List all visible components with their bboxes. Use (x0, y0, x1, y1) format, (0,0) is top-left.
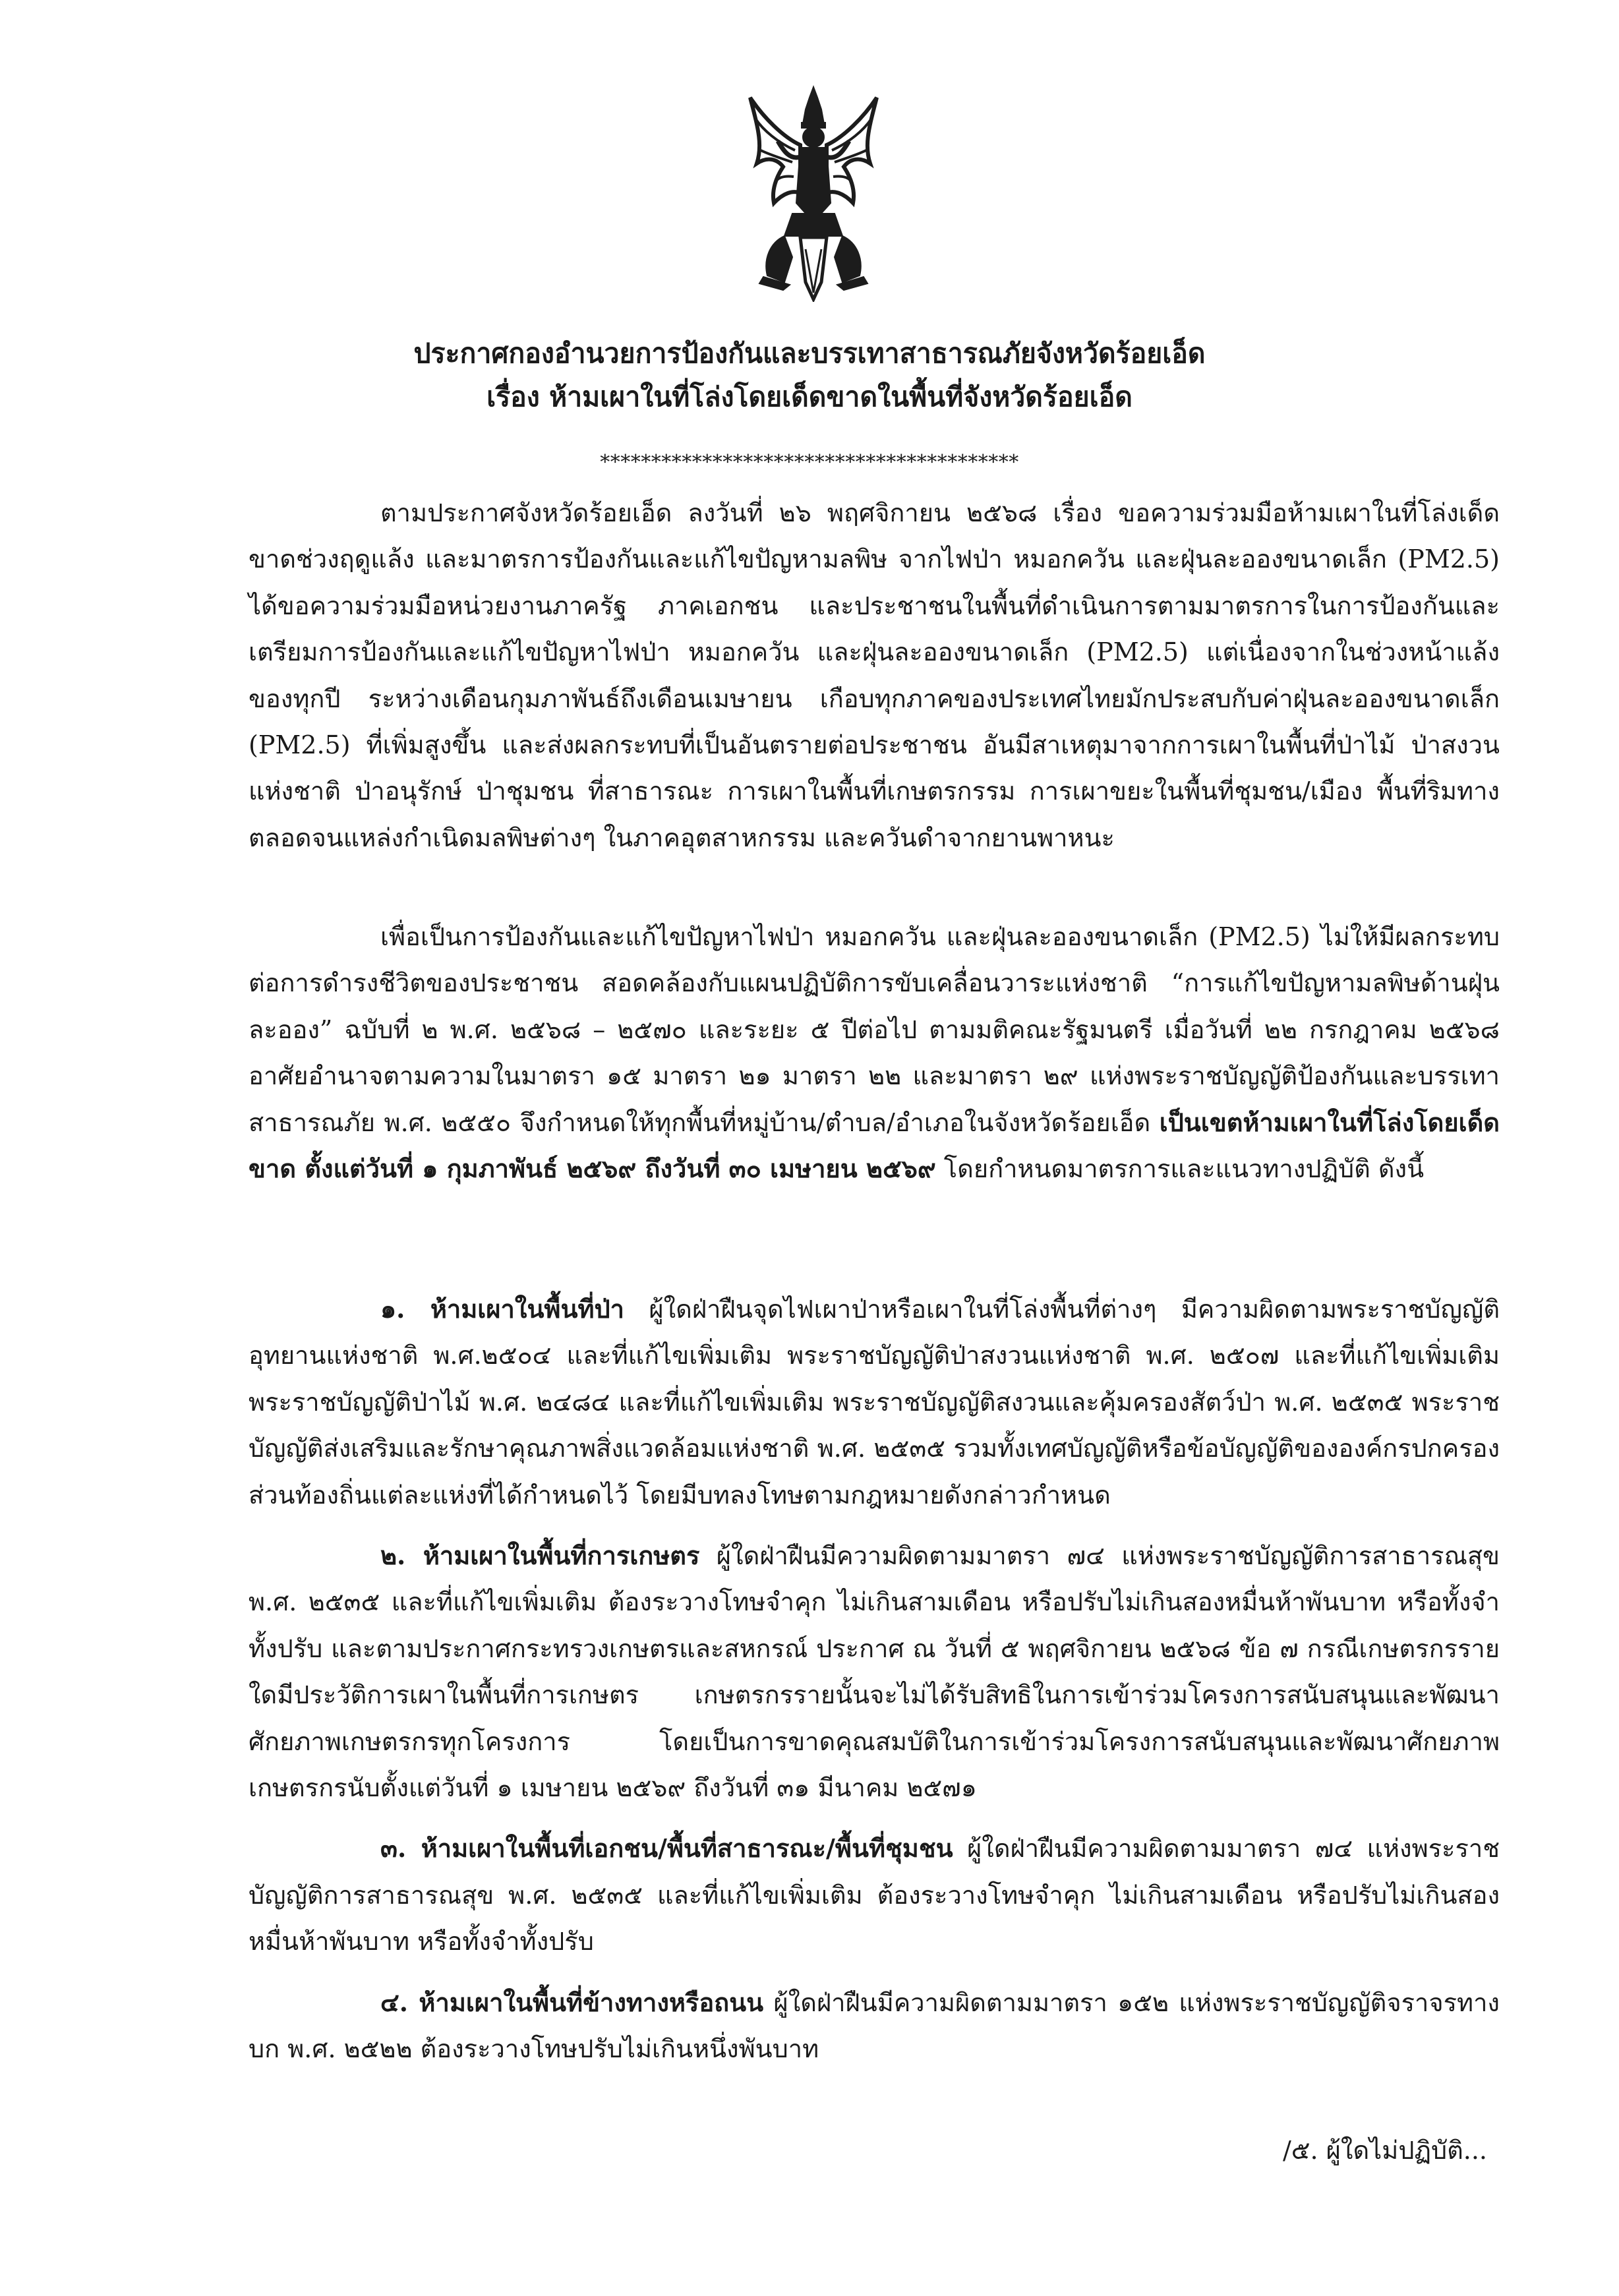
list-item-text: ผู้ใดฝ่าฝืนจุดไฟเผาป่าหรือเผาในที่โล่งพื้นที่ต่างๆ มีความผิดตามพระราชบัญญัติอุทยานแห่งชาติ พ.ศ.๒๕๐๔ และที่แก้ไขเพิ่มเติม พระราชบัญญัติป่าสงวนแห่งชาติ พ.ศ. ๒๕๐๗ และที่แก้ไขเพิ่มเติม พระราชบัญญัติป่าไม้ พ.ศ. ๒๔๘๔ และที่แก้ไขเพิ่มเติม พระราชบัญญัติสงวนและคุ้มครองสัตว์ป่า พ.ศ. ๒๕๓๕ พระราชบัญญัติส่งเสริมและรักษาคุณภาพสิ่งแวดล้อมแห่งชาติ พ.ศ. ๒๕๓๕ รวมทั้งเทศบัญญัติหรือข้อบัญญัติขององค์กรปกครองส่วนท้องถิ่นแต่ละแห่งที่ได้กำหนดไว้ โดยมีบทลงโทษตามกฎหมายดังกล่าวกำหนด (249, 1295, 1500, 1510)
paragraph-background (249, 490, 1500, 861)
list-item-heading: ๓. ห้ามเผาในพื้นที่เอกชน/พื้นที่สาธารณะ/พื้นที่ชุมชน (380, 1833, 953, 1864)
paragraph-2 (249, 914, 1500, 1192)
list-item (249, 1980, 1500, 2073)
list-item-heading: ๑. ห้ามเผาในพื้นที่ป่า (380, 1294, 624, 1324)
title-separator: ***************************************** (600, 451, 1019, 474)
list-item-text: ผู้ใดฝ่าฝืนมีความผิดตามมาตรา ๑๕๒ แห่งพระราชบัญญัติจราจรทางบก พ.ศ. ๒๕๒๒ ต้องระวางโทษปรับไม่เกินหนึ่งพันบาท (249, 1987, 1500, 2064)
garuda-emblem-icon (737, 84, 890, 302)
paragraph-order (249, 914, 1500, 1192)
list-item (249, 1533, 1500, 1811)
page-continuation: /๕. ผู้ใดไม่ปฏิบัติ... (1282, 2136, 1487, 2165)
list-item-heading: ๔. ห้ามเผาในพื้นที่ข้างทางหรือถนน (380, 1987, 764, 2017)
paragraph-2-bold: เป็นเขตห้ามเผาในที่โล่งโดยเด็ดขาด ตั้งแต่วันที่ ๑ กุมภาพันธ์ ๒๕๖๙ ถึงวันที่ ๓๐ เมษายน ๒๕๖๙ (249, 1107, 1500, 1184)
list-item (249, 1825, 1500, 1964)
list-item-heading: ๒. ห้ามเผาในพื้นที่การเกษตร (380, 1541, 700, 1571)
paragraph-2-tail: โดยกำหนดมาตรการและแนวทางปฏิบัติ ดังนี้ (943, 1154, 1425, 1184)
list-item (249, 1286, 1500, 1518)
measures-list (249, 1286, 1500, 2087)
list-item-text: ผู้ใดฝ่าฝืนมีความผิดตามมาตรา ๗๔ แห่งพระราชบัญญัติการสาธารณสุข พ.ศ. ๒๕๓๕ และที่แก้ไขเพิ่มเติม ต้องระวางโทษจำคุก ไม่เกินสามเดือน หรือปรับไม่เกินสองหมื่นห้าพันบาท หรือทั้งจำทั้งปรับ และตามประกาศกระทรวงเกษตรและสหกรณ์ ประกาศ ณ วันที่ ๕ พฤศจิกายน ๒๕๖๘ ข้อ ๗ กรณีเกษตรกรรายใดมีประวัติการเผาในพื้นที่การเกษตร เกษตรกรรายนั้นจะไม่ได้รับสิทธิในการเข้าร่วมโครงการสนับสนุนและพัฒนาศักยภาพเกษตรกรทุกโครงการ โดยเป็นการขาดคุณสมบัติในการเข้าร่วมโครงการสนับสนุนและพัฒนาศักยภาพเกษตรกรนับตั้งแต่วันที่ ๑ เมษายน ๒๕๖๙ ถึงวันที่ ๓๑ มีนาคม ๒๕๗๑ (249, 1541, 1500, 1803)
announcement-title: ประกาศกองอำนวยการป้องกันและบรรเทาสาธารณภัยจังหวัดร้อยเอ็ด (413, 338, 1206, 369)
paragraph-2-lead: เพื่อเป็นการป้องกันและแก้ไขปัญหาไฟป่า หมอกควัน และฝุ่นละอองขนาดเล็ก (PM2.5) ไม่ให้มีผลกระทบต่อการดำรงชีวิตของประชาชน สอดคล้องกับแผนปฏิบัติการขับเคลื่อนวาระแห่งชาติ “การแก้ไขปัญหามลพิษด้านฝุ่นละออง” ฉบับที่ ๒ พ.ศ. ๒๕๖๘ – ๒๕๗๐ และระยะ ๕ ปีต่อไป ตามมติคณะรัฐมนตรี เมื่อวันที่ ๒๒ กรกฎาคม ๒๕๖๘ อาศัยอำนาจตามความในมาตรา ๑๕ มาตรา ๒๑ มาตรา ๒๒ และมาตรา ๒๙ แห่งพระราชบัญญัติป้องกันและบรรเทาสาธารณภัย พ.ศ. ๒๕๕๐ จึงกำหนดให้ทุกพื้นที่หมู่บ้าน/ตำบล/อำเภอในจังหวัดร้อยเอ็ด (249, 922, 1500, 1137)
paragraph-1: ตามประกาศจังหวัดร้อยเอ็ด ลงวันที่ ๒๖ พฤศจิกายน ๒๕๖๘ เรื่อง ขอความร่วมมือห้ามเผาในที่โล่งเด็ดขาดช่วงฤดูแล้ง และมาตรการป้องกันและแก้ไขปัญหามลพิษ จากไฟป่า หมอกควัน และฝุ่นละอองขนาดเล็ก (PM2.5) ได้ขอความร่วมมือหน่วยงานภาครัฐ ภาคเอกชน และประชาชนในพื้นที่ดำเนินการตามมาตรการในการป้องกันและเตรียมการป้องกันและแก้ไขปัญหาไฟป่า หมอกควัน และฝุ่นละอองขนาดเล็ก (PM2.5) แต่เนื่องจากในช่วงหน้าแล้งของทุกปี ระหว่างเดือนกุมภาพันธ์ถึงเดือนเมษายน เกือบทุกภาคของประเทศไทยมักประสบกับค่าฝุ่นละอองขนาดเล็ก (PM2.5) ที่เพิ่มสูงขึ้น และส่งผลกระทบที่เป็นอันตรายต่อประชาชน อันมีสาเหตุมาจากการเผาในพื้นที่ป่าไม้ ป่าสงวนแห่งชาติ ป่าอนุรักษ์ ป่าชุมชน ที่สาธารณะ การเผาในพื้นที่เกษตรกรรม การเผาขยะในพื้นที่ชุมชน/เมือง พื้นที่ริมทาง ตลอดจนแหล่งกำเนิดมลพิษต่างๆ ในภาคอุตสาหกรรม และควันดำจากยานพาหนะ (249, 498, 1500, 852)
list-item-text: ผู้ใดฝ่าฝืนมีความผิดตามมาตรา ๗๔ แห่งพระราชบัญญัติการสาธารณสุข พ.ศ. ๒๕๓๕ และที่แก้ไขเพิ่มเติม ต้องระวางโทษจำคุก ไม่เกินสามเดือน หรือปรับไม่เกินสองหมื่นห้าพันบาท หรือทั้งจำทั้งปรับ (249, 1834, 1500, 1957)
announcement-subject: เรื่อง ห้ามเผาในที่โล่งโดยเด็ดขาดในพื้นที่จังหวัดร้อยเอ็ด (486, 381, 1133, 413)
